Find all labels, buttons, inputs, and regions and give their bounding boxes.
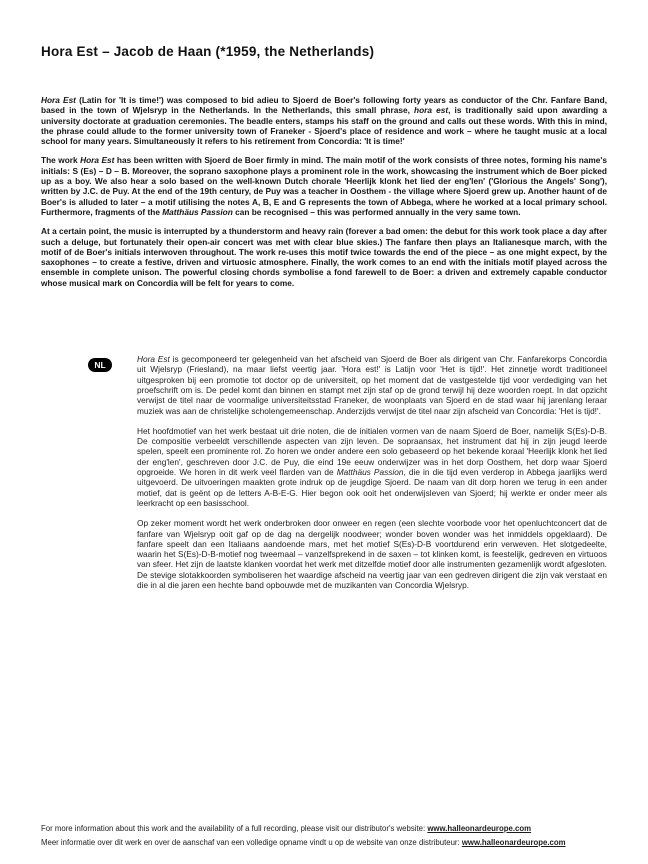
page-title: Hora Est – Jacob de Haan (*1959, the Netherlands) [41,44,375,59]
english-paragraph-1: Hora Est (Latin for 'It is time!') was composed to bid adieu to Sjoerd de Boer's following forty years as conductor of the Chr. Fanfare Band, based in the town of Wjelsryp in the Netherlands. In the Netherlands, this small phrase, hora est, is traditionally said upon awarding a university doctorate at graduation ceremonies. The beadle enters, stamps his staff on the ground and calls out these words. With this in mind, the phrase could allude to the former university town of Franeker - Sjoerd's place of residence and work – where he taught music at a local school for many years. Simultaneously it refers to his retirement from Concordia: 'It is time!' [41,95,607,147]
footer-line-en [41,822,607,836]
dutch-paragraph-2: Het hoofdmotief van het werk bestaat uit drie noten, die de initialen vormen van de naam Sjoerd de Boer, namelijk S(Es)-D-B. De compositie verbeeldt verschillende aspecten van zijn leven. De sopraansax, het instrument dat hij in zijn jeugd leerde spelen, speelt een prominente rol. Zo horen we onder andere een solo gebaseerd op het bekende koraal 'Heerlijk klonk het lied der eng'len', geschreven door J.C. de Puy, die eind 19e eeuw onderwijzer was in het dorp Oosthem, het dorp waar Sjoerd opgroeide. We horen in dit werk veel flarden van de Matthäus Passion, die in die tijd even verderop in Abbega jaarlijks werd uitgevoerd. De uitvoeringen maakten grote indruk op de jeugdige Sjoerd. De naam van dit dorp horen we terug in een ander motief, dat is geënt op de letters A-B-E-G. Hier begon ook ooit het onderwijsleven van Sjoerd; hij werkte er onder meer als leerkracht op een basisschool. [137,425,607,508]
distributor-link-en[interactable]: www.halleonardeurope.com [427,824,532,833]
footer-line-nl [41,836,607,850]
footer [41,822,607,850]
nl-badge-column [88,354,112,373]
dutch-text-column [137,354,607,600]
english-program-notes [41,95,607,288]
footer-text-nl: Meer informatie over dit werk en over de aanschaf van een volledige opname vindt u op de website van onze distributeur: [41,838,462,847]
nl-language-badge: NL [88,358,112,372]
footer-text-en: For more information about this work and the availability of a full recording, please visit our distributor's website: [41,824,428,833]
distributor-link-nl[interactable]: www.halleonardeurope.com [461,838,566,847]
dutch-paragraph-3: Op zeker moment wordt het werk onderbroken door onweer en regen (een slechte voorbode voor het openluchtconcert dat de fanfare van Wjelsryp ooit gaf op de dag na dergelijk noodweer; wonder boven wonder was het inmiddels opgeklaard). De fanfare speelt dan een Italiaans aandoende mars, met het motief S(Es)-D-B voortdurend erin verweven. Het slotgedeelte, waarin het S(Es)-D-B-motief nog tweemaal – vanzelfsprekend in de saxen – tot klinken komt, is feestelijk, gedreven en virtuoos van sfeer. Het zijn de laatste klanken voordat het werk met ditzelfde motief door alle instrumenten gezamenlijk wordt afgesloten. De stevige slotakkoorden symboliseren het waardige afscheid na veertig jaar van een gedreven dirigent die zijn vak verstaat en die in al die jaren een hechte band opbouwde met de muzikanten van Concordia Wjelsryp. [137,518,607,590]
dutch-program-notes [41,354,607,600]
english-paragraph-3: At a certain point, the music is interrupted by a thunderstorm and heavy rain (forever a bad omen: the debut for this work took place a day after such a deluge, but fortunately their open-air concert was met with clear blue skies.) The fanfare then plays an Italianesque march, with the motif of de Boer's initials interwoven throughout. The work re-uses this motif twice towards the end of the piece – as one might expect, by the saxophones – to create a festive, driven and virtuosic atmosphere. Finally, the work comes to an end with the initials motif played across the ensemble in complete unison. The powerful closing chords symbolise a fond farewell to de Boer: a driven and extremely capable conductor whose musical mark on Concordia will be felt for years to come. [41,226,607,288]
english-paragraph-2: The work Hora Est has been written with Sjoerd de Boer firmly in mind. The main motif of the work consists of three notes, forming his name's initials: S (Es) – D – B. Moreover, the soprano saxophone plays a prominent role in the work, showcasing the instrument which de Boer picked up as a boy. We also hear a solo based on the well-known Dutch chorale 'Heerlijk klonk het lied der eng'len' ('Glorious the Angels' Song'), written by J.C. de Puy. At the end of the 19th century, de Puy was a teacher in Oosthem - the village where Sjoerd grew up. Another haunt of de Boer's is alluded to later – a motif utilising the notes A, B, E and G represents the town of Abbega, where he worked at a local primary school. Furthermore, fragments of the Matthäus Passion can be recognised – this was performed annually in the very same town. [41,155,607,217]
dutch-paragraph-1: Hora Est is gecomponeerd ter gelegenheid van het afscheid van Sjoerd de Boer als dirigent van Chr. Fanfarekorps Concordia uit Wjelsryp (Friesland), na maar liefst veertig jaar. 'Hora est!' is Latijn voor 'Het is tijd!'. Het zinnetje wordt traditioneel uitgesproken bij een promotie tot doctor op de universiteit, op het moment dat de vastgestelde tijd voor verdediging van het proefschrift om is. De pedel komt dan binnen en stampt met zijn staf op de grond terwijl hij deze woorden roept. In dat opzicht verwijst de titel naar de voormalige universiteitsstad Franeker, de woonplaats van Sjoerd en de stad waar hij jarenlang leraar muziek was aan de christelijke scholengemeenschap. Anderzijds verwijst de titel naar zijn afscheid van Concordia: 'Het is tijd!'. [137,354,608,416]
